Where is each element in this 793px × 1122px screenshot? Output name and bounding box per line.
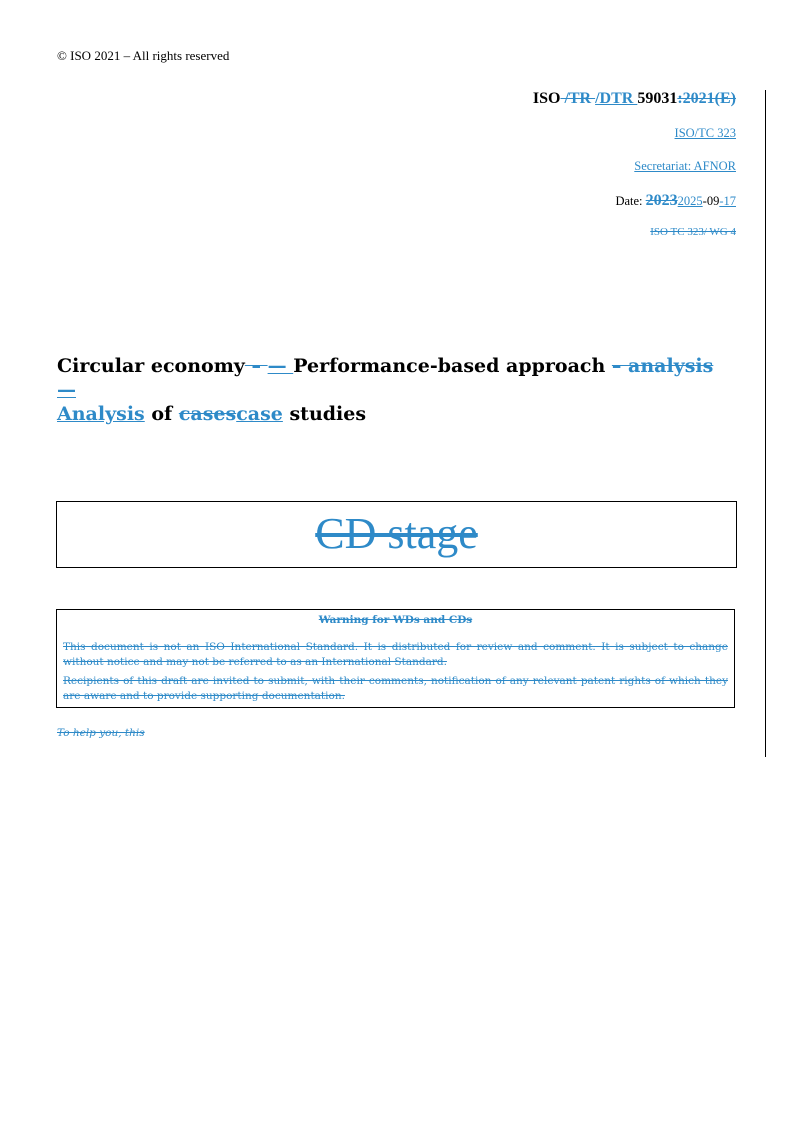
- warning-title: Warning for WDs and CDs: [318, 614, 473, 626]
- title-insertion-1: —: [267, 355, 294, 377]
- title-deletion-2: – analysis: [611, 355, 714, 377]
- help-note: To help you, this: [57, 727, 145, 739]
- working-group-line: [533, 226, 736, 238]
- document-title: [57, 354, 717, 426]
- date-month: -09: [702, 194, 720, 208]
- title-part4: studies: [282, 403, 367, 425]
- secretariat-line: [533, 159, 736, 174]
- warning-box: [56, 609, 735, 708]
- change-bar: [765, 90, 766, 757]
- doc-number: 59031: [637, 90, 678, 107]
- title-insertion-3: Analysis: [57, 403, 145, 425]
- doc-year-deletion: :2021(E): [677, 90, 736, 107]
- committee: ISO/TC 323: [674, 126, 736, 140]
- warning-paragraph-1: This document is not an ISO International Standard. It is distributed for review and comment. It is subject to change without notice and may not be referred to as an International Standard.: [63, 641, 728, 668]
- doc-insertion: /DTR: [595, 90, 638, 107]
- secretariat: Secretariat: AFNOR: [634, 159, 736, 173]
- working-group: ISO TC 323/ WG 4: [650, 226, 736, 238]
- stage-box: [56, 501, 737, 568]
- title-part3: of: [144, 403, 179, 425]
- title-deletion-3: cases: [178, 403, 237, 425]
- date-day-inserted: -17: [719, 194, 736, 208]
- date-year-inserted: 2025: [677, 194, 703, 208]
- copyright-notice: © ISO 2021 – All rights reserved: [57, 48, 230, 63]
- stage-label: CD stage: [315, 509, 478, 558]
- title-insertion-2: —: [57, 379, 76, 401]
- document-meta: [533, 90, 736, 238]
- title-part1: Circular economy: [57, 355, 245, 377]
- title-insertion-4: case: [236, 403, 283, 425]
- committee-line: [533, 126, 736, 141]
- title-part2: Performance-based approach: [293, 355, 612, 377]
- date-year-deleted: 2023: [645, 192, 678, 209]
- date-label: Date:: [615, 194, 646, 208]
- doc-deletion: /TR: [560, 90, 596, 107]
- doc-prefix: ISO: [532, 90, 561, 107]
- title-deletion-1: –: [244, 355, 268, 377]
- warning-paragraph-2: Recipients of this draft are invited to submit, with their comments, notification of any relevant patent rights of which they are aware and to provide supporting documentation.: [63, 675, 728, 702]
- date-line: [533, 192, 736, 210]
- document-id: [533, 90, 736, 108]
